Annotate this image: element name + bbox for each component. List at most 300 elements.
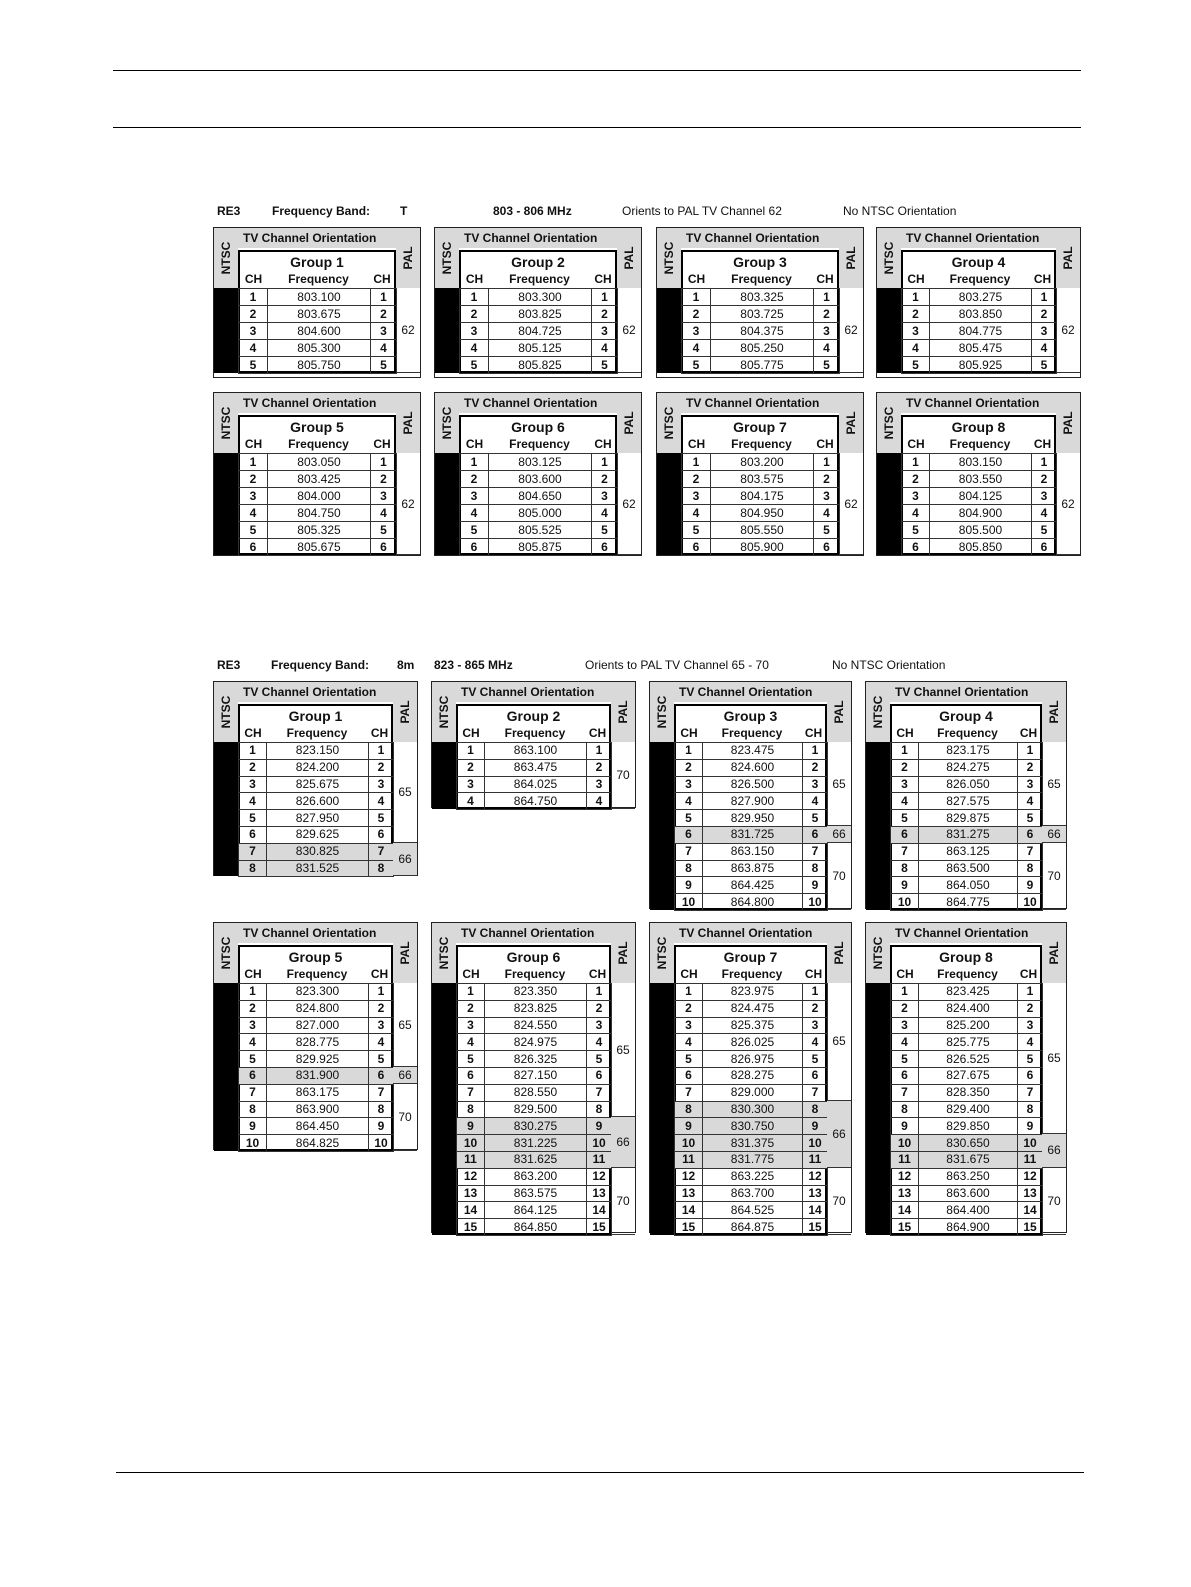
channel-number: 3 (803, 776, 828, 793)
frequency-value: 803.200 (711, 454, 814, 471)
table-row (902, 522, 1057, 539)
channel-number: 4 (803, 1034, 828, 1051)
channel-number: 1 (371, 289, 397, 306)
channel-number: 10 (891, 1135, 919, 1152)
ntsc-dark-strip (214, 742, 238, 876)
table-row (675, 1034, 828, 1051)
ntsc-dark-strip (214, 288, 238, 373)
ntsc-dark-strip (877, 288, 901, 373)
frequency-value: 864.125 (485, 1202, 587, 1219)
channel-number: 5 (1032, 357, 1057, 374)
channel-group-card (434, 227, 642, 378)
channel-number: 11 (891, 1151, 919, 1168)
channel-number: 8 (239, 860, 267, 877)
ch-header: CH (462, 726, 480, 740)
channel-number: 1 (891, 743, 919, 760)
frequency-value: 804.175 (711, 488, 814, 505)
channel-number: 2 (239, 1000, 267, 1017)
table-row (239, 471, 397, 488)
channel-number: 4 (675, 793, 703, 810)
channel-number: 2 (803, 759, 828, 776)
channel-number: 1 (814, 289, 840, 306)
table-row (891, 759, 1043, 776)
frequency-value: 823.425 (919, 984, 1018, 1001)
channel-number: 12 (803, 1168, 828, 1185)
group-table (674, 704, 827, 910)
frequency-value: 803.100 (268, 289, 371, 306)
ch-header: CH (804, 967, 823, 981)
channel-number: 10 (239, 1135, 267, 1152)
pal-column (1042, 742, 1066, 910)
group-title: Group 2 (506, 708, 561, 724)
frequency-value: 805.125 (489, 340, 592, 357)
ch-header: CH (896, 726, 914, 740)
pal-channel: 62 (839, 453, 863, 555)
pal-header (611, 923, 635, 983)
pal-channel: 66 (827, 826, 851, 843)
frequency-value: 829.500 (485, 1101, 587, 1118)
table-row (457, 1067, 612, 1084)
frequency-value: 830.750 (703, 1118, 803, 1135)
channel-number: 12 (675, 1168, 703, 1185)
frequency-header: Frequency (731, 437, 792, 451)
table-row (891, 1135, 1043, 1152)
frequency-value: 826.050 (919, 776, 1018, 793)
table-row (460, 471, 618, 488)
ch-header: CH (907, 437, 925, 451)
pal-channel: 70 (827, 1168, 851, 1235)
channel-group-card (865, 922, 1067, 1233)
channel-number: 11 (1018, 1151, 1043, 1168)
tv-channel-orientation-label: TV Channel Orientation (238, 393, 396, 413)
table-row (675, 1101, 828, 1118)
table-row (457, 1000, 612, 1017)
ntsc-dark-strip (214, 983, 238, 1151)
table-row (460, 340, 618, 357)
pal-channel: 62 (1056, 288, 1080, 373)
channel-number: 5 (675, 810, 703, 827)
ntsc-dark-strip (435, 288, 459, 373)
channel-number: 9 (675, 1118, 703, 1135)
channel-number: 4 (682, 505, 711, 522)
channel-number: 6 (457, 1067, 485, 1084)
channel-number: 3 (675, 776, 703, 793)
frequency-value: 863.250 (919, 1168, 1018, 1185)
ntsc-header (657, 228, 681, 288)
frequency-value: 805.300 (268, 340, 371, 357)
frequency-header: Frequency (731, 272, 792, 286)
pal-column (827, 742, 851, 910)
ch-header: CH (816, 437, 834, 451)
table-row (239, 776, 394, 793)
group-table (681, 250, 839, 373)
ntsc-header (866, 923, 890, 983)
pal-label: PAL (622, 411, 636, 435)
pal-column (1056, 288, 1080, 373)
channel-number: 14 (891, 1202, 919, 1219)
frequency-value: 805.525 (489, 522, 592, 539)
frequency-header: Frequency (949, 272, 1011, 286)
table-row (891, 1185, 1043, 1202)
frequency-value: 827.675 (919, 1067, 1018, 1084)
table-row (902, 306, 1057, 323)
channel-number: 3 (239, 323, 268, 340)
frequency-value: 827.000 (267, 1017, 369, 1034)
channel-rows (901, 453, 1057, 556)
table-row (675, 1067, 828, 1084)
ntsc-header (435, 393, 459, 453)
ch-header: CH (907, 272, 925, 286)
tv-channel-orientation-label: TV Channel Orientation (890, 923, 1042, 943)
channel-number: 6 (239, 539, 268, 556)
frequency-value: 824.400 (919, 1000, 1018, 1017)
channel-rows (901, 288, 1057, 374)
channel-number: 2 (814, 471, 840, 488)
table-row (891, 826, 1043, 843)
table-row (457, 793, 612, 810)
channel-group-card (213, 922, 418, 1150)
channel-number: 1 (1018, 743, 1043, 760)
frequency-value: 804.950 (711, 505, 814, 522)
table-row (891, 1017, 1043, 1034)
channel-number: 3 (369, 776, 394, 793)
channel-number: 6 (891, 1067, 919, 1084)
channel-number: 8 (803, 860, 828, 877)
channel-number: 6 (371, 539, 397, 556)
channel-number: 10 (675, 1135, 703, 1152)
channel-number: 4 (682, 340, 711, 357)
frequency-value: 827.950 (267, 810, 369, 827)
frequency-value: 803.825 (489, 306, 592, 323)
table-row (460, 289, 618, 306)
channel-number: 2 (460, 306, 489, 323)
channel-number: 2 (1018, 1000, 1043, 1017)
ntsc-header (866, 682, 890, 742)
frequency-value: 823.975 (703, 984, 803, 1001)
table-row (891, 1202, 1043, 1219)
channel-number: 6 (675, 1067, 703, 1084)
frequency-header: Frequency (504, 967, 566, 981)
channel-number: 1 (239, 984, 267, 1001)
channel-group-card (865, 681, 1067, 909)
channel-number: 5 (682, 357, 711, 374)
ntsc-dark-strip (435, 453, 459, 555)
ntsc-header (877, 228, 901, 288)
channel-number: 12 (1018, 1168, 1043, 1185)
pal-label: PAL (401, 411, 415, 435)
frequency-value: 805.500 (930, 522, 1032, 539)
channel-number: 2 (891, 1000, 919, 1017)
pal-label: PAL (1047, 700, 1061, 724)
channel-number: 10 (1018, 1135, 1043, 1152)
channel-number: 6 (682, 539, 711, 556)
pal-header (1042, 682, 1066, 742)
table-row (239, 505, 397, 522)
pal-column (839, 288, 863, 373)
channel-number: 8 (587, 1101, 612, 1118)
table-row (682, 522, 840, 539)
channel-number: 6 (675, 826, 703, 843)
pal-header (839, 393, 863, 453)
channel-number: 9 (891, 877, 919, 894)
frequency-header: Frequency (937, 967, 998, 981)
frequency-value: 805.675 (268, 539, 371, 556)
channel-number: 3 (587, 776, 612, 793)
frequency-value: 826.025 (703, 1034, 803, 1051)
ntsc-dark-strip (657, 288, 681, 373)
channel-number: 3 (592, 488, 618, 505)
frequency-value: 831.725 (703, 826, 803, 843)
channel-group-card (649, 922, 852, 1233)
pal-orientation-note: Orients to PAL TV Channel 65 - 70 (585, 658, 769, 672)
frequency-value: 864.775 (919, 894, 1018, 911)
table-row (239, 454, 397, 471)
channel-group-card (876, 392, 1081, 556)
ntsc-header (214, 393, 238, 453)
channel-number: 8 (675, 1101, 703, 1118)
channel-number: 3 (891, 776, 919, 793)
pal-column (611, 983, 635, 1235)
channel-number: 4 (814, 340, 840, 357)
channel-number: 9 (587, 1118, 612, 1135)
channel-number: 4 (902, 340, 930, 357)
frequency-value: 804.775 (930, 323, 1032, 340)
table-row (675, 894, 828, 911)
channel-group-card (656, 392, 864, 556)
channel-number: 1 (1032, 454, 1057, 471)
table-row (902, 488, 1057, 505)
ntsc-label: NTSC (662, 241, 676, 275)
tv-channel-orientation-label: TV Channel Orientation (238, 228, 396, 248)
frequency-value: 864.800 (703, 894, 803, 911)
channel-number: 4 (592, 340, 618, 357)
channel-rows (674, 983, 828, 1236)
channel-number: 4 (902, 505, 930, 522)
channel-number: 3 (902, 488, 930, 505)
pal-header (827, 682, 851, 742)
ch-header: CH (680, 967, 698, 981)
channel-number: 5 (587, 1051, 612, 1068)
pal-channel: 65 (393, 983, 417, 1067)
ntsc-dark-strip (866, 983, 890, 1235)
band-range: 803 - 806 MHz (493, 204, 572, 218)
channel-number: 3 (460, 323, 489, 340)
frequency-value: 830.650 (919, 1135, 1018, 1152)
channel-number: 11 (803, 1151, 828, 1168)
channel-number: 7 (891, 1084, 919, 1101)
group-table (901, 250, 1056, 373)
ch-header: CH (465, 437, 484, 451)
frequency-value: 804.125 (930, 488, 1032, 505)
channel-number: 14 (457, 1202, 485, 1219)
group-title: Group 6 (506, 949, 561, 965)
table-row (891, 860, 1043, 877)
pal-label: PAL (844, 411, 858, 435)
pal-label: PAL (398, 700, 412, 724)
ch-header: CH (1033, 437, 1052, 451)
pal-column (396, 288, 420, 373)
channel-number: 11 (457, 1151, 485, 1168)
ntsc-dark-strip (657, 453, 681, 555)
channel-number: 2 (902, 471, 930, 488)
channel-number: 3 (1032, 323, 1057, 340)
frequency-value: 829.950 (703, 810, 803, 827)
table-row (675, 1017, 828, 1034)
frequency-value: 830.275 (485, 1118, 587, 1135)
ntsc-header (657, 393, 681, 453)
channel-number: 6 (587, 1067, 612, 1084)
frequency-value: 863.200 (485, 1168, 587, 1185)
pal-channel: 62 (617, 288, 641, 373)
channel-number: 1 (814, 454, 840, 471)
pal-channel: 70 (611, 742, 635, 809)
ntsc-label: NTSC (871, 695, 885, 729)
channel-group-card (656, 227, 864, 378)
channel-number: 10 (457, 1135, 485, 1152)
channel-number: 6 (239, 1067, 267, 1084)
ch-header: CH (594, 437, 612, 451)
pal-channel: 65 (827, 983, 851, 1101)
channel-number: 5 (369, 1051, 394, 1068)
channel-rows (890, 983, 1043, 1236)
table-row (239, 860, 394, 877)
band-range: 823 - 865 MHz (434, 658, 513, 672)
channel-number: 5 (1018, 810, 1043, 827)
channel-number: 6 (592, 539, 618, 556)
pal-channel: 66 (393, 843, 417, 877)
table-row (682, 357, 840, 374)
pal-header (1056, 228, 1080, 288)
channel-number: 7 (239, 1084, 267, 1101)
ch-header: CH (588, 967, 607, 981)
tv-channel-orientation-label: TV Channel Orientation (681, 228, 839, 248)
ntsc-dark-strip (650, 983, 674, 1235)
tv-channel-orientation-label: TV Channel Orientation (238, 923, 393, 943)
ntsc-label: NTSC (882, 406, 896, 440)
channel-number: 4 (457, 1034, 485, 1051)
frequency-value: 824.200 (267, 759, 369, 776)
pal-column (617, 453, 641, 555)
table-row (675, 759, 828, 776)
channel-number: 8 (1018, 1101, 1043, 1118)
channel-number: 1 (891, 984, 919, 1001)
frequency-value: 864.050 (919, 877, 1018, 894)
frequency-value: 828.350 (919, 1084, 1018, 1101)
pal-label: PAL (398, 941, 412, 965)
channel-number: 7 (457, 1084, 485, 1101)
channel-number: 3 (592, 323, 618, 340)
channel-number: 8 (457, 1101, 485, 1118)
pal-header (617, 393, 641, 453)
frequency-value: 805.550 (711, 522, 814, 539)
table-row (675, 743, 828, 760)
table-row (239, 1118, 394, 1135)
frequency-value: 803.850 (930, 306, 1032, 323)
frequency-value: 829.400 (919, 1101, 1018, 1118)
group-title: Group 4 (951, 254, 1006, 270)
table-row (239, 793, 394, 810)
table-row (682, 539, 840, 556)
table-row (891, 1219, 1043, 1236)
channel-number: 5 (814, 357, 840, 374)
frequency-value: 803.275 (930, 289, 1032, 306)
channel-number: 15 (1018, 1219, 1043, 1236)
channel-number: 12 (587, 1168, 612, 1185)
channel-number: 5 (891, 1051, 919, 1068)
channel-number: 5 (592, 357, 618, 374)
table-row (457, 1051, 612, 1068)
table-row (457, 1017, 612, 1034)
table-row (460, 505, 618, 522)
channel-number: 8 (1018, 860, 1043, 877)
ch-header: CH (462, 967, 480, 981)
frequency-value: 863.875 (703, 860, 803, 877)
frequency-value: 831.625 (485, 1151, 587, 1168)
table-row (457, 1168, 612, 1185)
pal-channel: 62 (617, 453, 641, 555)
frequency-value: 803.325 (711, 289, 814, 306)
frequency-value: 863.150 (703, 843, 803, 860)
frequency-value: 830.300 (703, 1101, 803, 1118)
pal-channel: 66 (827, 1101, 851, 1168)
group-table (681, 415, 839, 555)
group-title: Group 3 (723, 708, 778, 724)
channel-number: 1 (902, 289, 930, 306)
frequency-value: 828.775 (267, 1034, 369, 1051)
channel-number: 2 (682, 306, 711, 323)
pal-header (1042, 923, 1066, 983)
pal-label: PAL (622, 246, 636, 270)
channel-number: 6 (891, 826, 919, 843)
pal-label: PAL (1047, 941, 1061, 965)
channel-number: 14 (803, 1202, 828, 1219)
ntsc-label: NTSC (437, 936, 451, 970)
pal-channel: 62 (1056, 453, 1080, 555)
channel-number: 14 (1018, 1202, 1043, 1219)
ntsc-label: NTSC (871, 936, 885, 970)
channel-number: 4 (460, 340, 489, 357)
channel-rows (681, 453, 840, 556)
pal-channel: 66 (611, 1117, 635, 1167)
group-table (890, 704, 1042, 910)
frequency-header: Frequency (288, 437, 349, 451)
frequency-value: 828.275 (703, 1067, 803, 1084)
channel-number: 5 (902, 357, 930, 374)
channel-number: 2 (457, 1000, 485, 1017)
table-row (902, 505, 1057, 522)
frequency-value: 863.575 (485, 1185, 587, 1202)
table-row (239, 539, 397, 556)
pal-label: PAL (616, 941, 630, 965)
channel-number: 5 (239, 357, 268, 374)
frequency-value: 803.675 (268, 306, 371, 323)
frequency-value: 824.800 (267, 1000, 369, 1017)
frequency-value: 805.250 (711, 340, 814, 357)
frequency-value: 824.475 (703, 1000, 803, 1017)
table-row (457, 1219, 612, 1236)
channel-rows (681, 288, 840, 374)
frequency-value: 863.600 (919, 1185, 1018, 1202)
frequency-value: 863.225 (703, 1168, 803, 1185)
ntsc-header (650, 682, 674, 742)
table-row (891, 1051, 1043, 1068)
frequency-value: 826.600 (267, 793, 369, 810)
channel-number: 14 (587, 1202, 612, 1219)
frequency-value: 827.150 (485, 1067, 587, 1084)
group-title: Group 2 (511, 254, 565, 270)
tv-channel-orientation-label: TV Channel Orientation (681, 393, 839, 413)
frequency-value: 803.050 (268, 454, 371, 471)
